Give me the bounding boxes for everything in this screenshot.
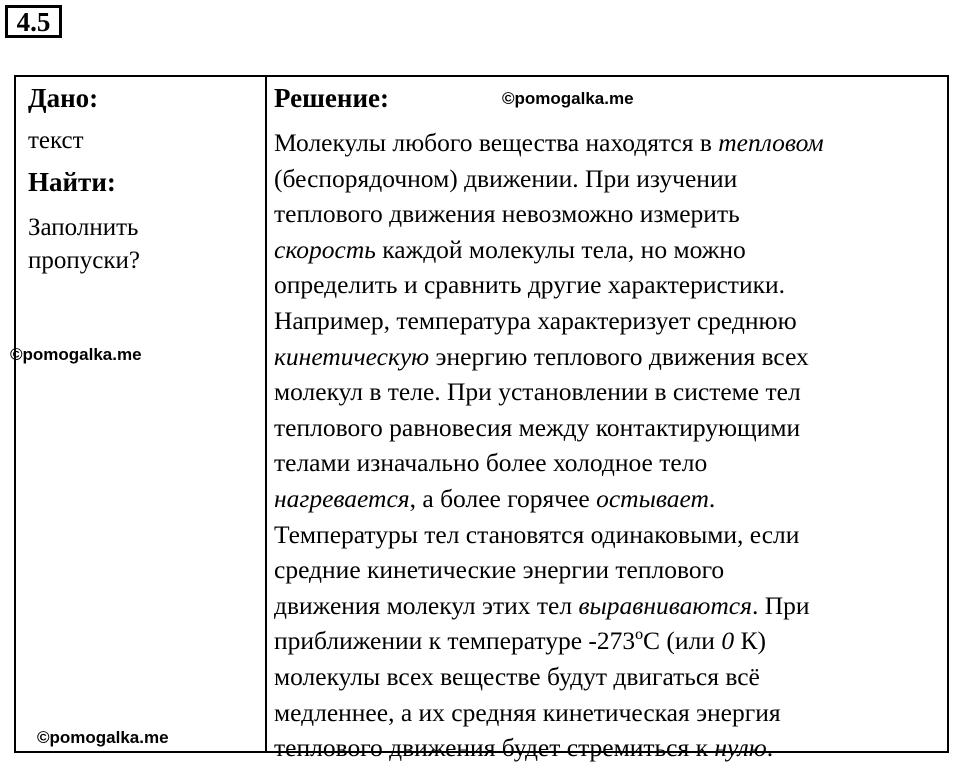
solution-text-segment: . [708,483,716,513]
given-text: текст [28,127,84,154]
solution-text-segment: энергию теплового движения всех [429,341,809,371]
solution-text-segment: теплового равновесия между контактирующими [274,412,801,442]
solution-text-segment: , а более горячее [409,483,597,513]
solution-line [274,730,944,766]
solution-heading: Решение: [274,83,389,113]
solution-text-segment: приближении к температуре -273ºС (или [274,626,722,656]
column-divider [265,77,267,751]
solution-term-italic: тепловом [718,128,824,157]
solution-term-italic: скорость [274,234,376,264]
solution-term-italic: нулю [714,733,767,763]
solution-text-segment: . При [751,590,810,620]
solution-text-segment: (беспорядочном) движении. При изучении [274,163,738,193]
solution-text-segment: Температуры тел становятся одинаковыми, если [274,519,800,549]
solution-column [274,81,944,766]
solution-line [274,161,944,197]
solution-text-segment: К) [734,626,766,656]
solution-line [274,196,944,232]
solution-text-segment: Например, температура характеризует среднюю [274,305,797,335]
watermark-top: ©pomogalka.me [502,89,634,108]
task-number-box [5,5,62,38]
solution-line [274,481,944,517]
solution-line [274,552,944,588]
solution-line [274,410,944,446]
solution-text-segment: медленнее, а их средняя кинетическая энергия [274,697,781,727]
solution-line [274,339,944,375]
solution-line [274,125,944,161]
solution-line [274,267,944,303]
given-column [28,81,258,277]
find-heading: Найти: [28,167,116,197]
find-text: Заполнить пропуски? [28,214,140,274]
solution-term-italic: остывает [596,483,709,513]
solution-text-segment: Молекулы любого вещества находятся в [274,128,719,157]
solution-text-segment: движения молекул этих тел [274,590,579,620]
solution-line [274,695,944,731]
watermark-bottom: ©pomogalka.me [37,728,169,747]
solution-term-italic: 0 [721,626,735,656]
solution-text-segment: средние кинетические энергии теплового [274,555,725,585]
watermark-middle: ©pomogalka.me [10,345,142,364]
solution-line [274,659,944,695]
solution-line [274,623,944,659]
solution-text-segment: теплового движения невозможно измерить [274,199,740,229]
solution-line [274,588,944,624]
solution-text-segment: молекул в теле. При установлении в системе тел [274,377,801,407]
solution-term-italic: выравниваются [578,590,752,620]
solution-table [14,75,949,763]
solution-term-italic: нагревается [274,483,410,513]
solution-text-segment: . [766,733,774,763]
task-number: 4.5 [16,7,51,37]
solution-text-segment: каждой молекулы тела, но можно [375,234,746,264]
given-heading: Дано: [28,83,99,113]
solution-line [274,445,944,481]
solution-text-segment: молекулы всех веществе будут двигаться всё [274,661,760,691]
solution-line [274,374,944,410]
solution-line [274,232,944,268]
solution-text-segment: телами изначально более холодное тело [274,448,708,478]
solution-text [274,125,944,766]
solution-text-segment: теплового движения будет стремиться к [274,733,715,763]
solution-text-segment: определить и сравнить другие характеристики. [274,270,785,300]
solution-line [274,517,944,553]
solution-term-italic: кинетическую [274,341,430,371]
solution-line [274,303,944,339]
